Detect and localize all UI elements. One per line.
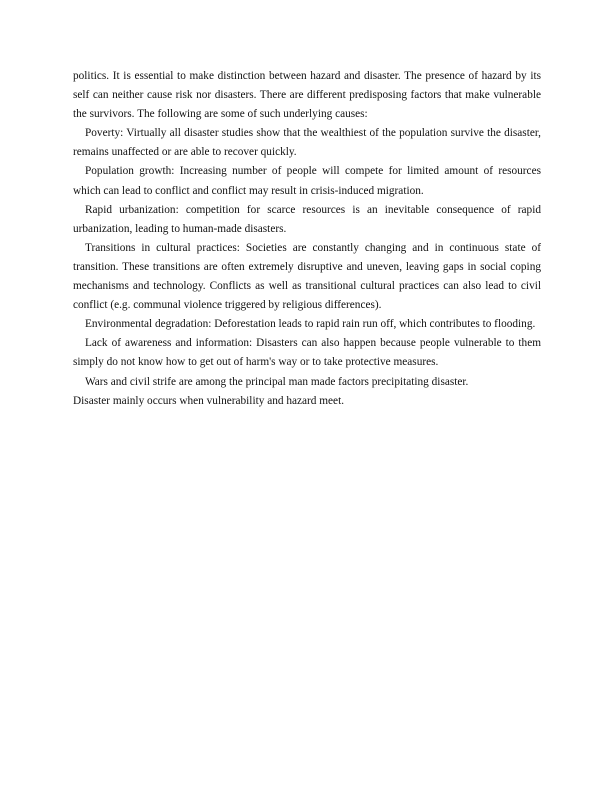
list-item-lack-of-awareness — [73, 334, 541, 372]
list-item-wars-civil-strife — [73, 373, 541, 392]
list-item-text: Transitions in cultural practices: Societies are constantly changing and in continuous state of transition. These transitions are often extremely disruptive and uneven, leaving gaps in social coping mechanisms and technology. Conflicts as well as transitional cultural practices can also lead to civil conflict (e.g. communal violence triggered by religious differences). — [73, 241, 541, 312]
list-item-text: Poverty: Virtually all disaster studies show that the wealthiest of the population survive the disaster, remains unaffected or are able to recover quickly. — [73, 127, 541, 159]
document-body — [73, 67, 541, 411]
list-item-text: Environmental degradation: Deforestation leads to rapid rain run off, which contributes to flooding. — [85, 318, 536, 331]
list-item-poverty — [73, 124, 541, 162]
closing-sentence: Disaster mainly occurs when vulnerability and hazard meet. — [73, 394, 345, 407]
list-item-rapid-urbanization — [73, 201, 541, 239]
list-item-text: Rapid urbanization: competition for scarce resources is an inevitable consequence of rapid urbanization, leading to human-made disasters. — [73, 203, 541, 235]
list-item-text: Lack of awareness and information: Disasters can also happen because people vulnerable to them simply do not know how to get out of harm's way or to take protective measures. — [73, 337, 541, 369]
list-item-population-growth — [73, 162, 541, 200]
list-item-environmental-degradation — [73, 315, 541, 334]
intro-paragraph: politics. It is essential to make distinction between hazard and disaster. The presence of hazard by its self can neither cause risk nor disasters. There are different predisposing factors that make vulnerable the survivors. The following are some of such underlying causes: — [73, 70, 541, 121]
list-item-text: Population growth: Increasing number of people will compete for limited amount of resources which can lead to conflict and conflict may result in crisis-induced migration. — [73, 165, 541, 197]
list-item-cultural-transitions — [73, 239, 541, 315]
list-item-text: Wars and civil strife are among the principal man made factors precipitating disaster. — [85, 375, 469, 388]
